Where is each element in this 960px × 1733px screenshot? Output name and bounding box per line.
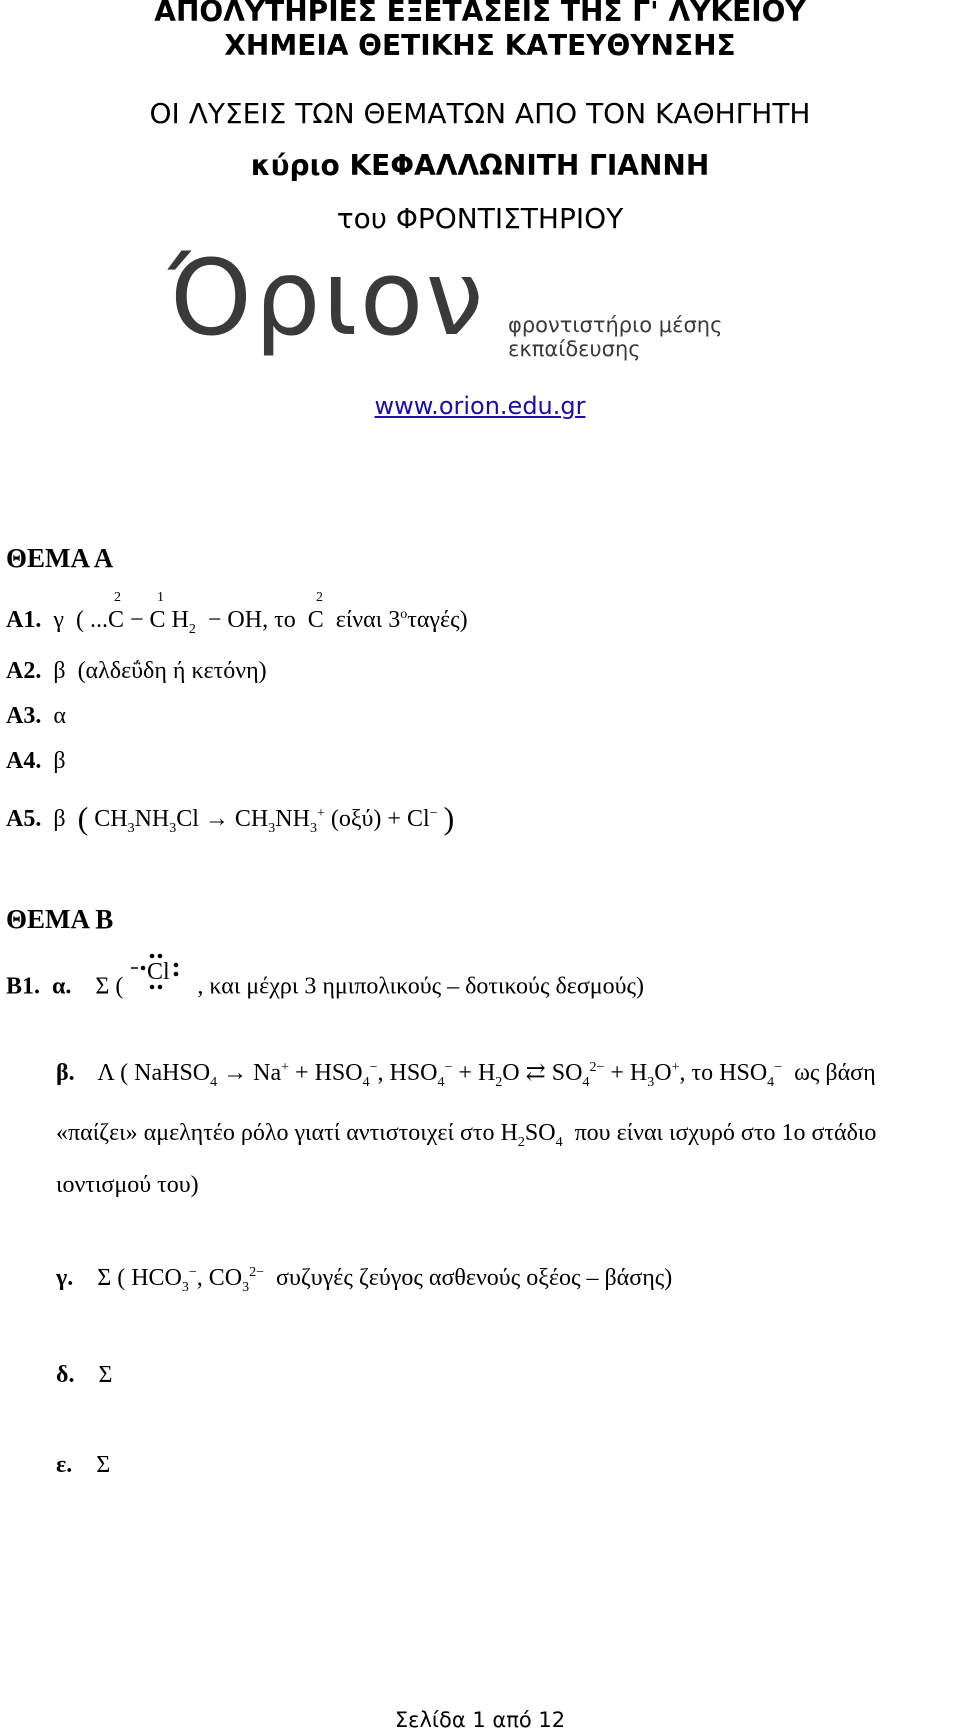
page-number: Σελίδα 1 από 12 [394, 1708, 566, 1732]
answer-b1a: Β1. α. Σ ( Cl , και μέχρι 3 ημιπολικούς – δοτικούς δεσμούς) [6, 968, 644, 1008]
answer-b1b-line2: «παίζει» αμελητέο ρόλο γιατί αντιστοιχεί στο $H_2SO_4$ που είναι ισχυρό στο 1ο στάδιο [56, 1120, 877, 1150]
orion-logo [160, 237, 810, 370]
answer-b1e: ε. Σ [56, 1452, 111, 1478]
title-line-1: ΑΠΟΛΥΤΗΡΙΕΣ ΕΞΕΤΑΣΕΙΣ ΤΗΣ Γ' ΛΥΚΕΙΟΥ [154, 0, 806, 28]
title-line-2: ΧΗΜΕΙΑ ΘΕΤΙΚΗΣ ΚΑΤΕΥΘΥΝΣΗΣ [224, 29, 736, 62]
answer-b1b-line3: ιοντισμού του) [56, 1172, 199, 1198]
answer-a3: Α3. α [6, 703, 66, 729]
chloride-lewis-structure [129, 959, 191, 1008]
answer-b1c: γ. Σ ( $HCO_3^-$, $CO_3^{2-}$ συζυγές ζεύγος ασθενούς οξέος – βάσης) [56, 1265, 673, 1295]
subtitle: ΟΙ ΛΥΣΕΙΣ ΤΩΝ ΘΕΜΑΤΩΝ ΑΠΟ ΤΟΝ ΚΑΘΗΓΗΤΗ [149, 97, 811, 130]
answer-a2: Α2. β (αλδεΰδη ή κετόνη) [6, 658, 267, 684]
teacher-name: κύριο ΚΕΦΑΛΛΩΝΙΤΗ ΓΙΑΝΝΗ [250, 149, 710, 182]
school-line: του ΦΡΟΝΤΙΣΤΗΡΙΟΥ [336, 202, 624, 235]
answer-a5: Α5. β ( $CH_3NH_3Cl \to CH_3NH_3^+$ (οξύ) + Cl− ) [6, 800, 455, 836]
answer-a1: Α1. γ ( ...C − C $H_2$ − OH, το C είναι $3^o\tau\alpha\gamma έ\varsigma$) [6, 607, 468, 637]
answer-b1b-line1: β. Λ ( NaHSO$_4$ → $Na^+ + HSO_4^-$, $HSO_4^- + H_2O$ ⇄ $SO_4^{2-} + H_3O^+$, το $HSO_4^-$ ως βάση [56, 1060, 876, 1090]
logo-tagline: φροντιστήριο μέσης εκπαίδευσης [508, 313, 723, 361]
theme-a-heading: ΘΕΜΑ Α [6, 543, 114, 573]
website-link[interactable]: www.orion.edu.gr [374, 392, 586, 420]
a1-num-2b: 2 [316, 590, 323, 605]
a1-label: Α1. [6, 607, 42, 633]
a1-choice: γ [53, 607, 64, 633]
theme-b-heading: ΘΕΜΑ Β [6, 904, 114, 934]
lewis-cl: Cl [147, 959, 171, 985]
a1-num-1: 1 [157, 590, 164, 605]
answer-b1d: δ. Σ [56, 1362, 113, 1388]
logo-brand: Όριον [168, 237, 486, 359]
a1-num-2: 2 [114, 590, 121, 605]
answer-a4: Α4. β [6, 748, 66, 774]
